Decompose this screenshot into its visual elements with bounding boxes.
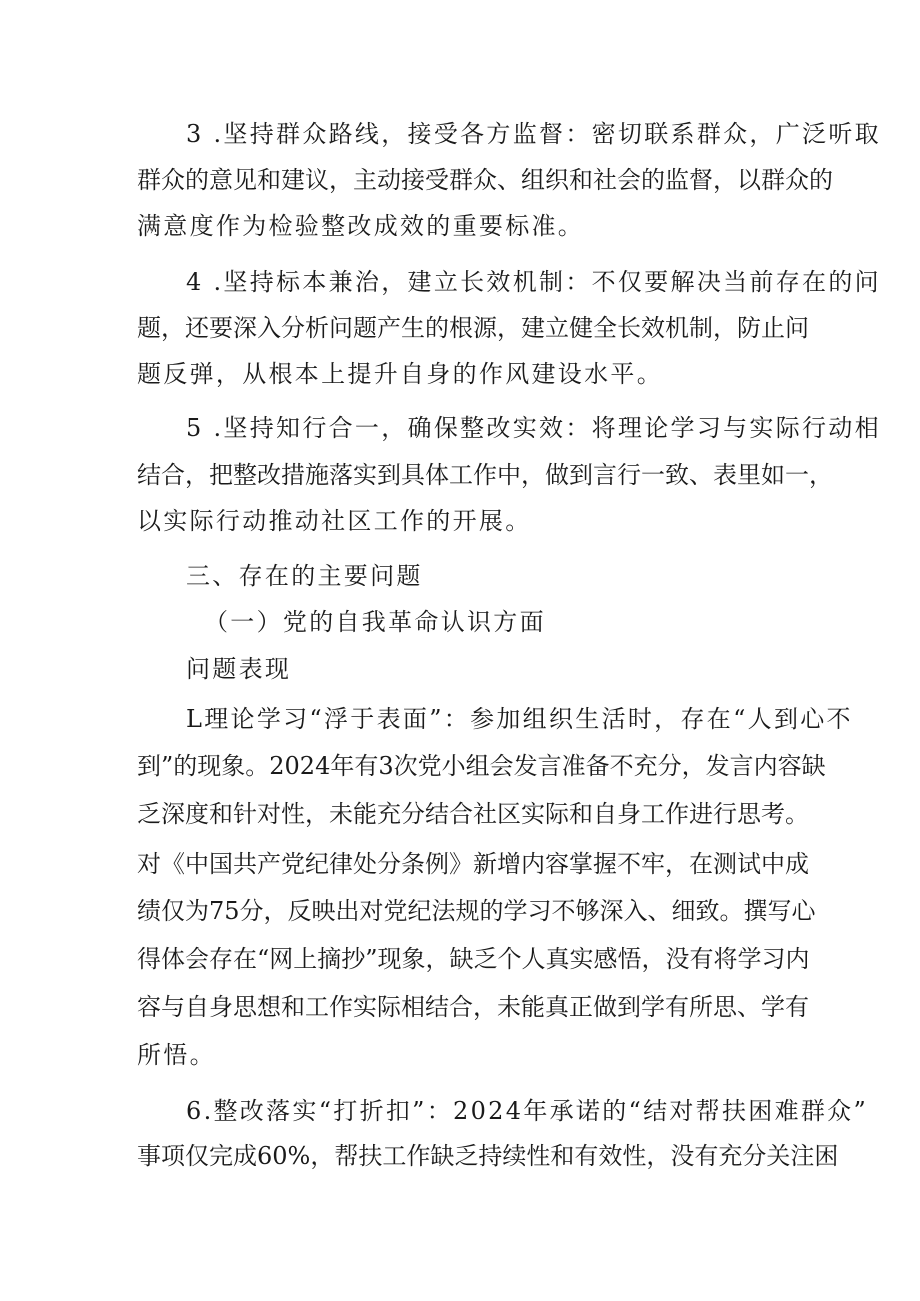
problem-1-line-7: 容与自身思想和工作实际相结合，未能真正做到学有所思、学有 — [137, 993, 809, 1021]
problem-1-line-4: 对《中国共产党纪律处分条例》新增内容掌握不牢，在测试中成 — [137, 850, 809, 878]
problem-6-line-2: 事项仅完成60%，帮扶工作缺乏持续性和有效性，没有充分关注困 — [137, 1142, 839, 1170]
paragraph-5-line-2: 结合，把整改措施落实到具体工作中，做到言行一致、表里如一， — [137, 461, 833, 489]
paragraph-3-line-1: 3 .坚持群众路线，接受各方监督：密切联系群众，广泛听取 — [186, 120, 881, 148]
subsection-heading: （一）党的自我革命认识方面 — [204, 608, 546, 636]
problem-1-line-3: 乏深度和针对性，未能充分结合社区实际和自身工作进行思考。 — [137, 800, 809, 828]
section-heading: 三、存在的主要问题 — [186, 562, 423, 590]
problem-1-line-5: 绩仅为75分，反映出对党纪法规的学习不够深入、细致。撰写心 — [137, 897, 816, 925]
paragraph-4-line-1: 4 .坚持标本兼治，建立长效机制：不仅要解决当前存在的问 — [186, 268, 881, 296]
problem-6-line-1: 6.整改落实“打折扣”：2024年承诺的“结对帮扶困难群众” — [186, 1097, 869, 1125]
problem-1-line-1: L理论学习“浮于表面”：参加组织生活时，存在“人到心不 — [186, 705, 853, 733]
paragraph-3-line-2: 群众的意见和建议，主动接受群众、组织和社会的监督，以群众的 — [137, 166, 833, 194]
problem-label: 问题表现 — [186, 655, 292, 683]
problem-1-line-2: 到”的现象。2024年有3次党小组会发言准备不充分，发言内容缺 — [137, 752, 826, 780]
paragraph-4-line-2: 题，还要深入分析问题产生的根源，建立健全长效机制，防止问 — [137, 314, 809, 342]
paragraph-4-line-3: 题反弹，从根本上提升自身的作风建设水平。 — [137, 360, 663, 388]
paragraph-5-line-3: 以实际行动推动社区工作的开展。 — [137, 507, 532, 535]
problem-1-line-8: 所悟。 — [137, 1041, 216, 1069]
paragraph-3-line-3: 满意度作为检验整改成效的重要标准。 — [137, 212, 585, 240]
problem-1-line-6: 得体会存在“网上摘抄”现象，缺乏个人真实感悟，没有将学习内 — [137, 945, 810, 973]
paragraph-5-line-1: 5 .坚持知行合一，确保整改实效：将理论学习与实际行动相 — [186, 414, 881, 442]
